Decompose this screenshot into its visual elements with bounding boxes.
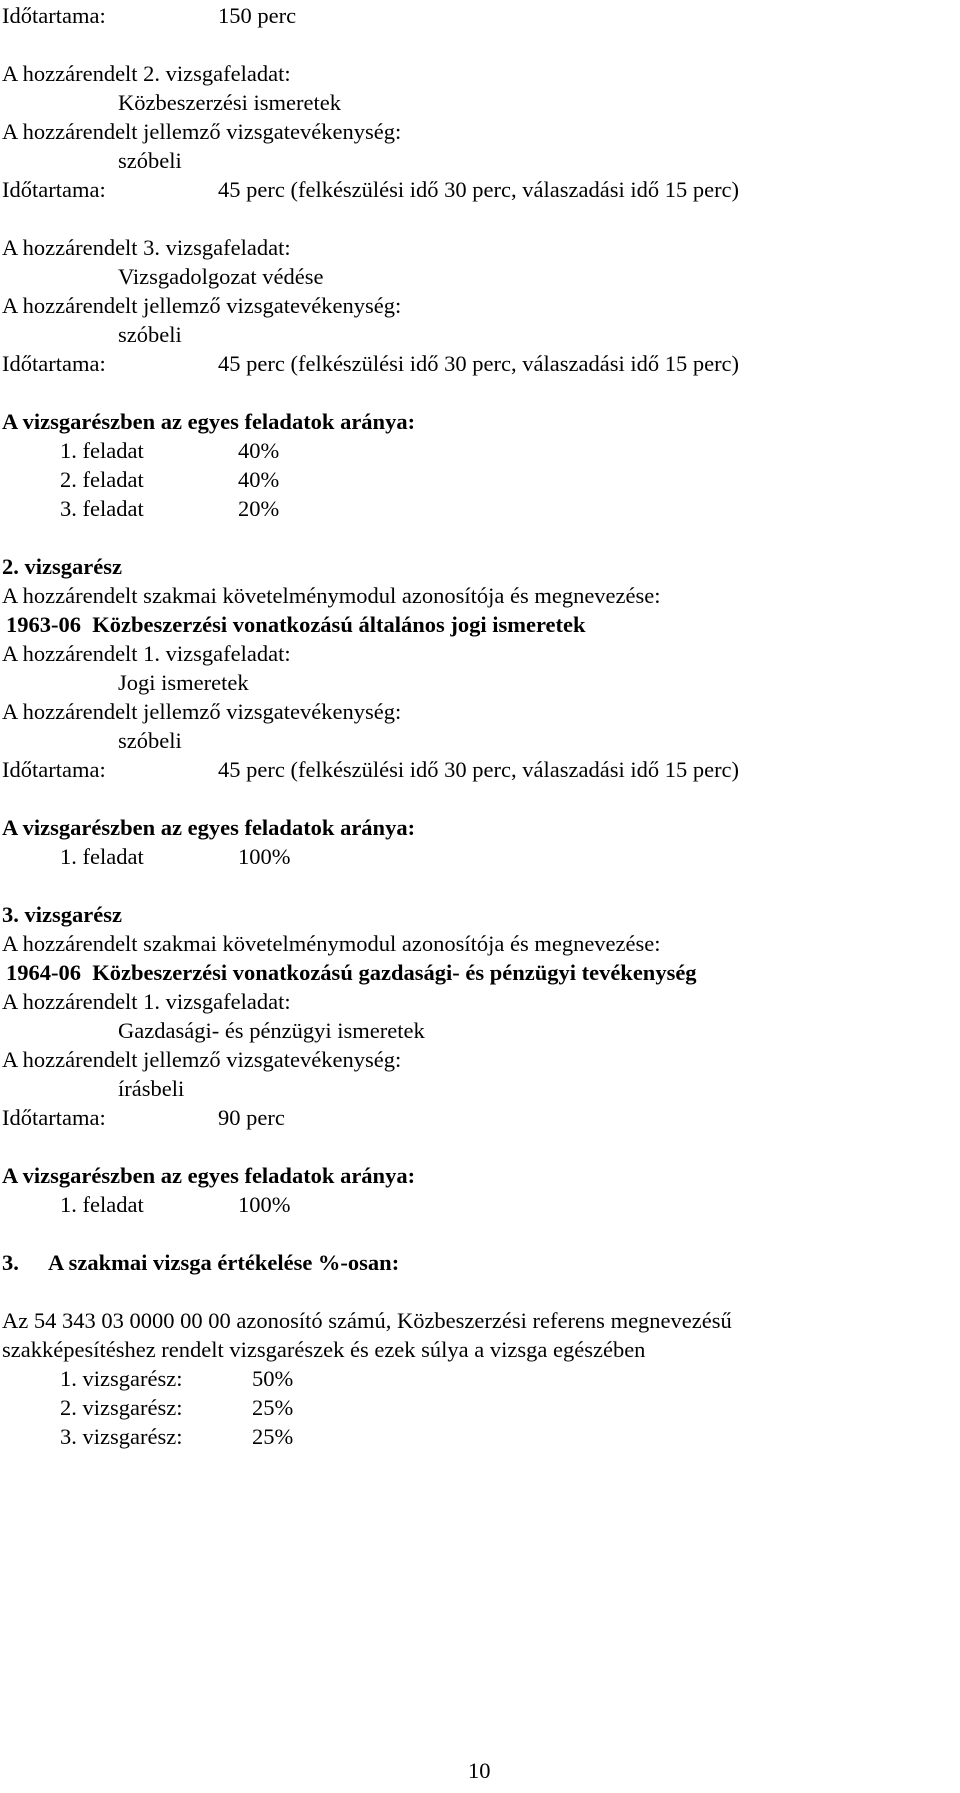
exam-part-weight: 25% (252, 1395, 294, 1420)
paragraph-line: Az 54 343 03 0000 00 00 azonosító számú, Közbeszerzési referens megnevezésű (2, 1308, 732, 1333)
exam-activity-value: szóbeli (118, 148, 182, 173)
task-label: 1. feladat (60, 438, 144, 463)
module-name: 1964-06 Közbeszerzési vonatkozású gazdasági- és pénzügyi tevékenység (6, 960, 697, 985)
exam-task-name: Jogi ismeretek (118, 670, 249, 695)
section-title: A szakmai vizsga értékelése %-osan: (48, 1250, 400, 1275)
duration-value: 45 perc (felkészülési idő 30 perc, válaszadási idő 15 perc) (218, 757, 740, 782)
module-heading: A hozzárendelt szakmai követelménymodul azonosítója és megnevezése: (2, 583, 661, 608)
page-number: 10 (468, 1758, 491, 1783)
task-percent: 20% (238, 496, 280, 521)
duration-label: Időtartama: (2, 1105, 106, 1130)
exam-activity-heading: A hozzárendelt jellemző vizsgatevékenység: (2, 1047, 402, 1072)
task-percent: 40% (238, 467, 280, 492)
duration-value: 90 perc (218, 1105, 285, 1130)
exam-activity-value: írásbeli (118, 1076, 185, 1101)
exam-task-name: Vizsgadolgozat védése (118, 264, 324, 289)
task-ratio-heading: A vizsgarészben az egyes feladatok aránya: (2, 815, 416, 840)
task-ratio-heading: A vizsgarészben az egyes feladatok aránya: (2, 1163, 416, 1188)
task-label: 1. feladat (60, 1192, 144, 1217)
exam-part-weight: 25% (252, 1424, 294, 1449)
module-name: 1963-06 Közbeszerzési vonatkozású általános jogi ismeretek (6, 612, 586, 637)
exam-task-name: Közbeszerzési ismeretek (118, 90, 342, 115)
exam-part-label: 1. vizsgarész: (60, 1366, 183, 1391)
exam-task-heading: A hozzárendelt 3. vizsgafeladat: (2, 235, 291, 260)
exam-task-heading: A hozzárendelt 1. vizsgafeladat: (2, 989, 291, 1014)
exam-activity-heading: A hozzárendelt jellemző vizsgatevékenység: (2, 699, 402, 724)
exam-part-label: 3. vizsgarész: (60, 1424, 183, 1449)
exam-part-heading: 3. vizsgarész (2, 902, 122, 927)
exam-task-heading: A hozzárendelt 1. vizsgafeladat: (2, 641, 291, 666)
task-ratio-heading: A vizsgarészben az egyes feladatok aránya: (2, 409, 416, 434)
task-percent: 40% (238, 438, 280, 463)
paragraph-line: szakképesítéshez rendelt vizsgarészek és ezek súlya a vizsga egészében (2, 1337, 646, 1362)
duration-value: 150 perc (218, 3, 297, 28)
exam-activity-heading: A hozzárendelt jellemző vizsgatevékenység: (2, 293, 402, 318)
task-label: 2. feladat (60, 467, 144, 492)
duration-label: Időtartama: (2, 351, 106, 376)
duration-label: Időtartama: (2, 757, 106, 782)
task-percent: 100% (238, 844, 291, 869)
duration-label: Időtartama: (2, 177, 106, 202)
exam-part-heading: 2. vizsgarész (2, 554, 122, 579)
section-number: 3. (2, 1250, 19, 1275)
task-percent: 100% (238, 1192, 291, 1217)
exam-activity-heading: A hozzárendelt jellemző vizsgatevékenység: (2, 119, 402, 144)
task-label: 1. feladat (60, 844, 144, 869)
module-heading: A hozzárendelt szakmai követelménymodul azonosítója és megnevezése: (2, 931, 661, 956)
exam-task-name: Gazdasági- és pénzügyi ismeretek (118, 1018, 425, 1043)
task-label: 3. feladat (60, 496, 144, 521)
exam-activity-value: szóbeli (118, 322, 182, 347)
duration-value: 45 perc (felkészülési idő 30 perc, válaszadási idő 15 perc) (218, 177, 740, 202)
duration-value: 45 perc (felkészülési idő 30 perc, válaszadási idő 15 perc) (218, 351, 740, 376)
exam-part-label: 2. vizsgarész: (60, 1395, 183, 1420)
duration-label: Időtartama: (2, 3, 106, 28)
exam-task-heading: A hozzárendelt 2. vizsgafeladat: (2, 61, 291, 86)
exam-activity-value: szóbeli (118, 728, 182, 753)
exam-part-weight: 50% (252, 1366, 294, 1391)
